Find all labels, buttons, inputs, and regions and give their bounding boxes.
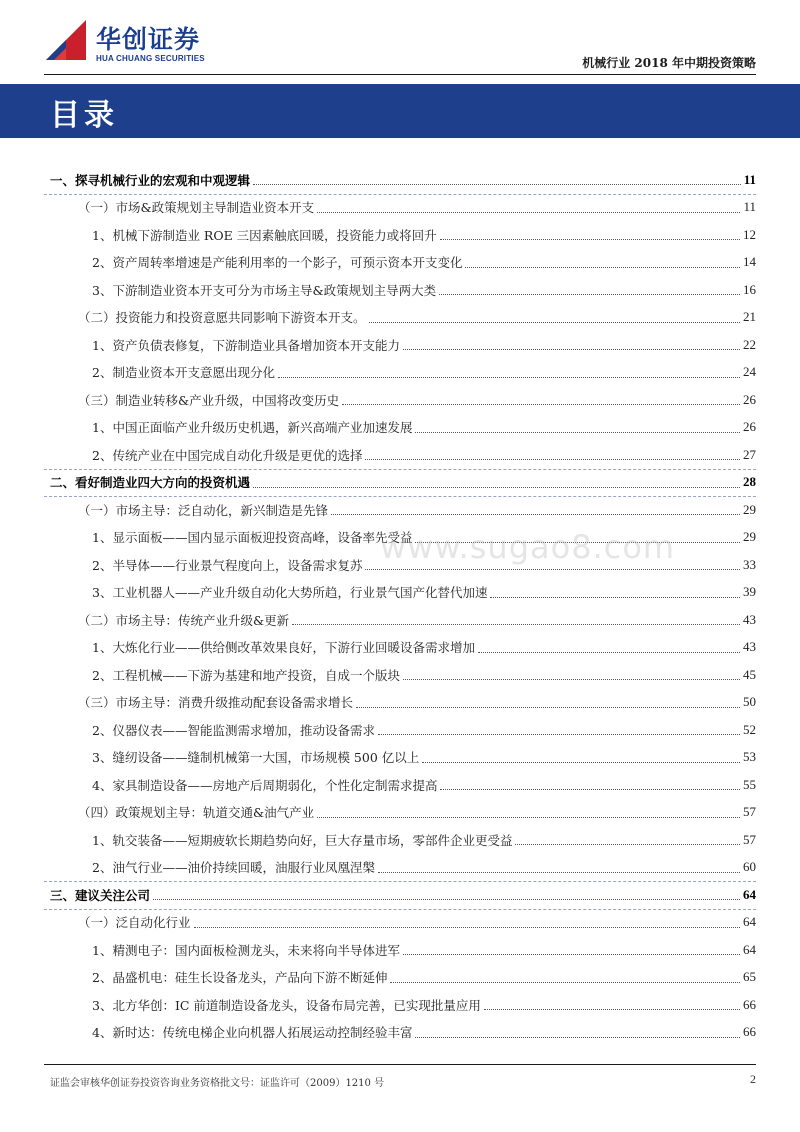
toc-entry-title: （一）市场主导：泛自动化，新兴制造是先锋 <box>78 502 329 518</box>
toc-entry[interactable] <box>50 249 756 277</box>
toc-entry[interactable] <box>50 854 756 882</box>
toc-entry[interactable] <box>50 799 756 827</box>
toc-dot-leader <box>415 1037 740 1038</box>
toc-entry-title: （三）市场主导：消费升级推动配套设备需求增长 <box>78 695 354 711</box>
toc-entry[interactable] <box>50 634 756 662</box>
toc-entry[interactable] <box>50 221 756 249</box>
toc-entry[interactable] <box>50 991 756 1019</box>
toc-entry-title: 4、家具制造设备——房地产后周期弱化，个性化定制需求提高 <box>92 777 438 793</box>
toc-entry[interactable] <box>50 909 756 937</box>
toc-entry-page: 43 <box>743 639 756 655</box>
toc-entry-page: 29 <box>743 529 756 545</box>
toc-dot-leader <box>278 377 740 378</box>
toc-dot-leader <box>390 982 740 983</box>
toc-entry-title: 1、机械下游制造业 ROE 三因素触底回暖，投资能力或将回升 <box>92 227 437 243</box>
toc-entry[interactable] <box>50 826 756 854</box>
toc-dot-leader <box>378 872 740 873</box>
toc-entry-page: 33 <box>743 556 756 572</box>
toc-entry-page: 12 <box>743 226 756 242</box>
toc-entry[interactable] <box>50 194 756 222</box>
table-of-contents <box>50 166 756 1046</box>
toc-entry[interactable] <box>50 936 756 964</box>
toc-entry-page: 64 <box>743 886 756 902</box>
toc-entry-title: 3、工业机器人——产业升级自动化大势所趋，行业景气国产化替代加速 <box>92 585 488 601</box>
toc-entry-page: 22 <box>743 336 756 352</box>
toc-dot-leader <box>465 267 740 268</box>
toc-dot-leader <box>490 597 740 598</box>
toc-entry-page: 16 <box>743 281 756 297</box>
toc-dot-leader <box>478 652 740 653</box>
toc-entry-title: 2、资产周转率增速是产能利用率的一个影子，可预示资本开支变化 <box>92 255 463 271</box>
toc-dot-leader <box>515 844 740 845</box>
toc-entry-title: 2、晶盛机电：硅生长设备龙头，产品向下游不断延伸 <box>92 970 388 986</box>
logo-mark-icon <box>44 18 88 62</box>
toc-entry-title: 1、大炼化行业——供给侧改革效果良好，下游行业回暖设备需求增加 <box>92 640 475 656</box>
toc-dot-leader <box>484 1009 740 1010</box>
toc-entry-title: （一）泛自动化行业 <box>78 915 191 931</box>
toc-dot-leader <box>253 184 741 185</box>
toc-entry-title: 4、新时达：传统电梯企业向机器人拓展运动控制经验丰富 <box>92 1025 413 1041</box>
toc-entry-title: 1、精测电子：国内面板检测龙头，未来将向半导体进军 <box>92 942 400 958</box>
toc-entry[interactable] <box>50 414 756 442</box>
toc-entry-title: （二）市场主导：传统产业升级&更新 <box>78 612 290 628</box>
toc-entry[interactable] <box>50 441 756 469</box>
toc-entry-title: 3、北方华创：IC 前道制造设备龙头，设备布局完善，已实现批量应用 <box>92 997 481 1013</box>
toc-dot-leader <box>331 514 740 515</box>
toc-dot-leader <box>317 212 740 213</box>
toc-entry-title: 2、油气行业——油价持续回暖，油服行业凤凰涅槃 <box>92 860 375 876</box>
page-number: 2 <box>750 1072 756 1086</box>
toc-dot-leader <box>439 294 740 295</box>
toc-entry[interactable] <box>50 304 756 332</box>
toc-entry[interactable] <box>50 606 756 634</box>
toc-dot-leader <box>317 817 740 818</box>
toc-entry-page: 11 <box>743 199 756 215</box>
toc-dot-leader <box>253 487 740 488</box>
toc-entry-title: 一、探寻机械行业的宏观和中观逻辑 <box>50 172 251 188</box>
toc-entry-title: （二）投资能力和投资意愿共同影响下游资本开支。 <box>78 310 366 326</box>
toc-entry[interactable] <box>50 771 756 799</box>
toc-dot-leader <box>415 432 740 433</box>
toc-dot-leader <box>153 899 740 900</box>
toc-entry-page: 28 <box>743 474 756 490</box>
toc-entry-page: 64 <box>743 941 756 957</box>
toc-entry-page: 29 <box>743 501 756 517</box>
footer-divider <box>44 1064 756 1065</box>
watermark: www.sugao8.com <box>380 528 676 566</box>
toc-entry[interactable] <box>50 744 756 772</box>
toc-dot-leader <box>194 927 740 928</box>
toc-dot-leader <box>365 569 740 570</box>
toc-entry-page: 14 <box>743 254 756 270</box>
toc-dot-leader <box>440 789 740 790</box>
toc-entry-title: （四）政策规划主导：轨道交通&油气产业 <box>78 805 315 821</box>
toc-entry[interactable] <box>50 331 756 359</box>
toc-dot-leader <box>342 404 740 405</box>
toc-entry-page: 55 <box>743 776 756 792</box>
toc-dot-leader <box>378 734 740 735</box>
page-header <box>0 0 800 80</box>
toc-entry-title: （三）制造业转移&产业升级，中国将改变历史 <box>78 392 340 408</box>
toc-entry-title: 1、中国正面临产业升级历史机遇，新兴高端产业加速发展 <box>92 420 413 436</box>
toc-entry[interactable] <box>50 359 756 387</box>
toc-entry-title: 三、建议关注公司 <box>50 887 151 903</box>
toc-entry[interactable] <box>50 1019 756 1047</box>
toc-dot-leader <box>403 349 740 350</box>
toc-entry-page: 26 <box>743 391 756 407</box>
toc-entry-title: 2、传统产业在中国完成自动化升级是更优的选择 <box>92 447 363 463</box>
header-divider <box>44 74 756 75</box>
toc-entry[interactable] <box>50 276 756 304</box>
company-logo <box>44 18 224 68</box>
toc-entry-page: 66 <box>743 996 756 1012</box>
toc-entry[interactable] <box>50 386 756 414</box>
toc-entry[interactable] <box>50 496 756 524</box>
toc-entry-title: 2、半导体——行业景气程度向上，设备需求复苏 <box>92 557 363 573</box>
toc-dot-leader <box>403 954 740 955</box>
toc-entry[interactable] <box>50 716 756 744</box>
banner-title: 目录 <box>50 98 118 133</box>
toc-entry-page: 57 <box>743 804 756 820</box>
toc-entry-page: 65 <box>743 969 756 985</box>
toc-entry-page: 43 <box>743 611 756 627</box>
toc-entry-title: 2、仪器仪表——智能监测需求增加，推动设备需求 <box>92 722 375 738</box>
logo-chinese-name: 华创证券 <box>96 25 201 54</box>
toc-entry-page: 21 <box>743 309 756 325</box>
section-banner <box>0 84 800 138</box>
toc-entry-title: 1、显示面板——国内显示面板迎投资高峰，设备率先受益 <box>92 530 413 546</box>
toc-dot-leader <box>292 624 740 625</box>
toc-entry[interactable] <box>50 964 756 992</box>
toc-entry-title: 3、缝纫设备——缝制机械第一大国，市场规模 500 亿以上 <box>92 750 420 766</box>
toc-entry[interactable] <box>50 661 756 689</box>
toc-entry-title: （一）市场&政策规划主导制造业资本开支 <box>78 200 315 216</box>
toc-entry-title: 2、工程机械——下游为基建和地产投资，自成一个版块 <box>92 667 400 683</box>
toc-entry-page: 39 <box>743 584 756 600</box>
toc-entry-page: 66 <box>743 1024 756 1040</box>
toc-entry[interactable] <box>50 166 756 194</box>
toc-entry[interactable] <box>50 689 756 717</box>
toc-entry[interactable] <box>50 579 756 607</box>
logo-english-name: HUA CHUANG SECURITIES <box>96 54 205 63</box>
toc-entry-title: 1、资产负债表修复，下游制造业具备增加资本开支能力 <box>92 337 400 353</box>
toc-entry-page: 60 <box>743 859 756 875</box>
toc-entry-title: 二、看好制造业四大方向的投资机遇 <box>50 475 251 491</box>
toc-entry-page: 57 <box>743 831 756 847</box>
toc-entry-page: 11 <box>743 171 756 187</box>
toc-dot-leader <box>356 707 740 708</box>
toc-entry-page: 24 <box>743 364 756 380</box>
toc-entry-title: 2、制造业资本开支意愿出现分化 <box>92 365 275 381</box>
toc-dot-leader <box>369 322 740 323</box>
toc-dot-leader <box>365 459 740 460</box>
toc-entry-page: 53 <box>743 749 756 765</box>
toc-entry-page: 27 <box>743 446 756 462</box>
toc-entry-page: 50 <box>743 694 756 710</box>
footer-license-text: 证监会审核华创证券投资咨询业务资格批文号：证监许可（2009）1210 号 <box>50 1078 385 1089</box>
report-title: 机械行业 2018 年中期投资策略 <box>582 56 756 70</box>
toc-dot-leader <box>403 679 740 680</box>
toc-entry[interactable] <box>50 881 756 909</box>
toc-dot-leader <box>422 762 740 763</box>
toc-entry-page: 64 <box>743 914 756 930</box>
toc-entry-page: 26 <box>743 419 756 435</box>
toc-entry[interactable] <box>50 469 756 497</box>
toc-entry-title: 3、下游制造业资本开支可分为市场主导&政策规划主导两大类 <box>92 282 437 298</box>
toc-entry-title: 1、轨交装备——短期疲软长期趋势向好，巨大存量市场，零部件企业更受益 <box>92 832 513 848</box>
toc-entry-page: 45 <box>743 666 756 682</box>
toc-dot-leader <box>440 239 740 240</box>
toc-entry-page: 52 <box>743 721 756 737</box>
